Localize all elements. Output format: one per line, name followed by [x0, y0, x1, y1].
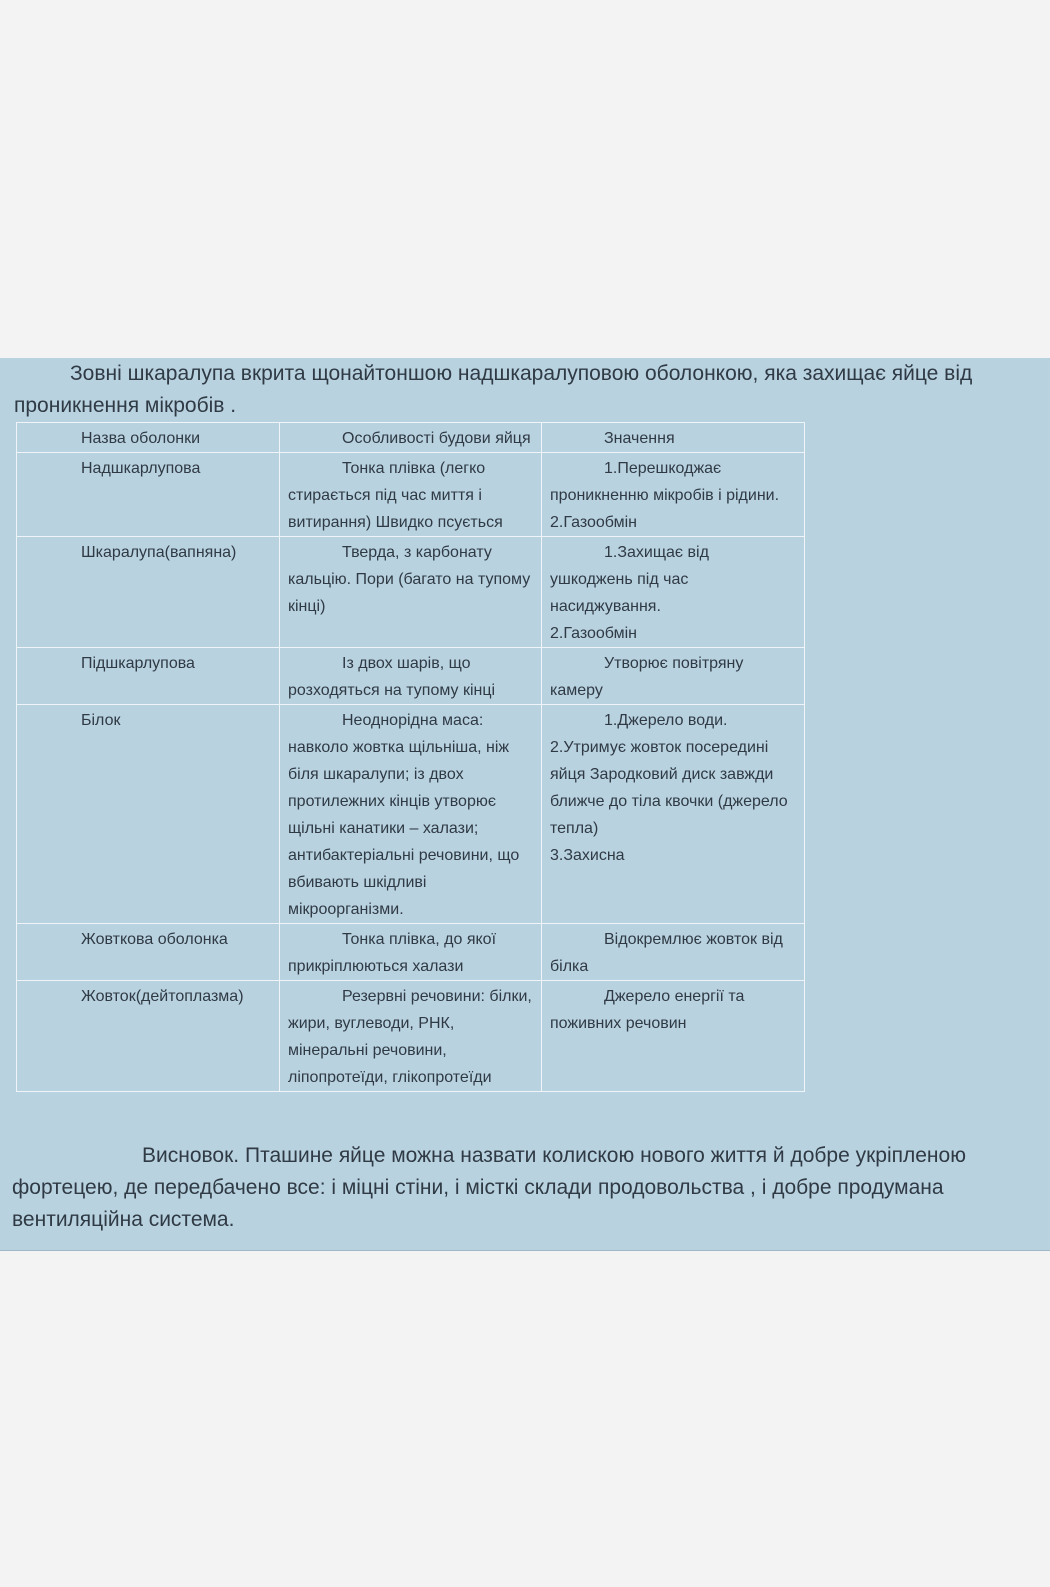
- intro-paragraph: Зовні шкаралупа вкрита щонайтоншою надшкаралуповою оболонкою, яка захищає яйце від проникнення мікробів .: [14, 362, 973, 417]
- row-meaning-cell: 1.Перешкоджає проникненню мікробів і рідини. 2.Газообмін: [542, 453, 805, 537]
- row-structure-cell: Тонка плівка (легко стирається під час миття і витирання) Швидко псується: [280, 453, 542, 537]
- row-structure-cell: Резервні речовини: білки, жири, вуглеводи, РНК, мінеральні речовини, ліпопротеїди, глікопротеїди: [280, 981, 542, 1092]
- document-panel: [0, 358, 1050, 1251]
- table-row: [17, 537, 805, 648]
- row-structure-cell: Неоднорідна маса: навколо жовтка щільніша, ніж біля шкаралупи; із двох протилежних кінців утворює щільні канатики – халази; антибактеріальні речовини, що вбивають шкідливі мікроорганізми.: [280, 705, 542, 924]
- row-meaning-cell: 1.Захищає від ушкоджень під час насиджування. 2.Газообмін: [542, 537, 805, 648]
- row-name-cell: Жовток(дейтоплазма): [17, 981, 280, 1092]
- row-meaning-cell: Відокремлює жовток від білка: [542, 924, 805, 981]
- row-name-cell: Підшкарлупова: [17, 648, 280, 705]
- table-row: [17, 924, 805, 981]
- row-meaning-cell: Утворює повітряну камеру: [542, 648, 805, 705]
- row-name-cell: Надшкарлупова: [17, 453, 280, 537]
- row-name-cell: Жовткова оболонка: [17, 924, 280, 981]
- egg-membranes-table: [16, 422, 805, 1092]
- table-header-row: [17, 423, 805, 453]
- row-structure-cell: Тонка плівка, до якої прикріплюються халази: [280, 924, 542, 981]
- header-cell-structure: Особливості будови яйця: [280, 423, 542, 453]
- row-name-cell: Шкаралупа(вапняна): [17, 537, 280, 648]
- header-cell-meaning: Значення: [542, 423, 805, 453]
- table-row: [17, 648, 805, 705]
- table-row: [17, 981, 805, 1092]
- row-meaning-cell: Джерело енергії та поживних речовин: [542, 981, 805, 1092]
- header-cell-name: Назва оболонки: [17, 423, 280, 453]
- row-name-cell: Білок: [17, 705, 280, 924]
- table-row: [17, 705, 805, 924]
- row-structure-cell: Із двох шарів, що розходяться на тупому кінці: [280, 648, 542, 705]
- row-structure-cell: Тверда, з карбонату кальцію. Пори (багато на тупому кінці): [280, 537, 542, 648]
- conclusion-paragraph: Висновок. Пташине яйце можна назвати колискою нового життя й добре укріпленою фортецею, де передбачено все: і міцні стіни, і місткі склади продовольства , і добре продумана вентиляційна система.: [12, 1144, 966, 1231]
- table-row: [17, 453, 805, 537]
- row-meaning-cell: 1.Джерело води. 2.Утримує жовток посередині яйця Зародковий диск завжди ближче до тіла квочки (джерело тепла) 3.Захисна: [542, 705, 805, 924]
